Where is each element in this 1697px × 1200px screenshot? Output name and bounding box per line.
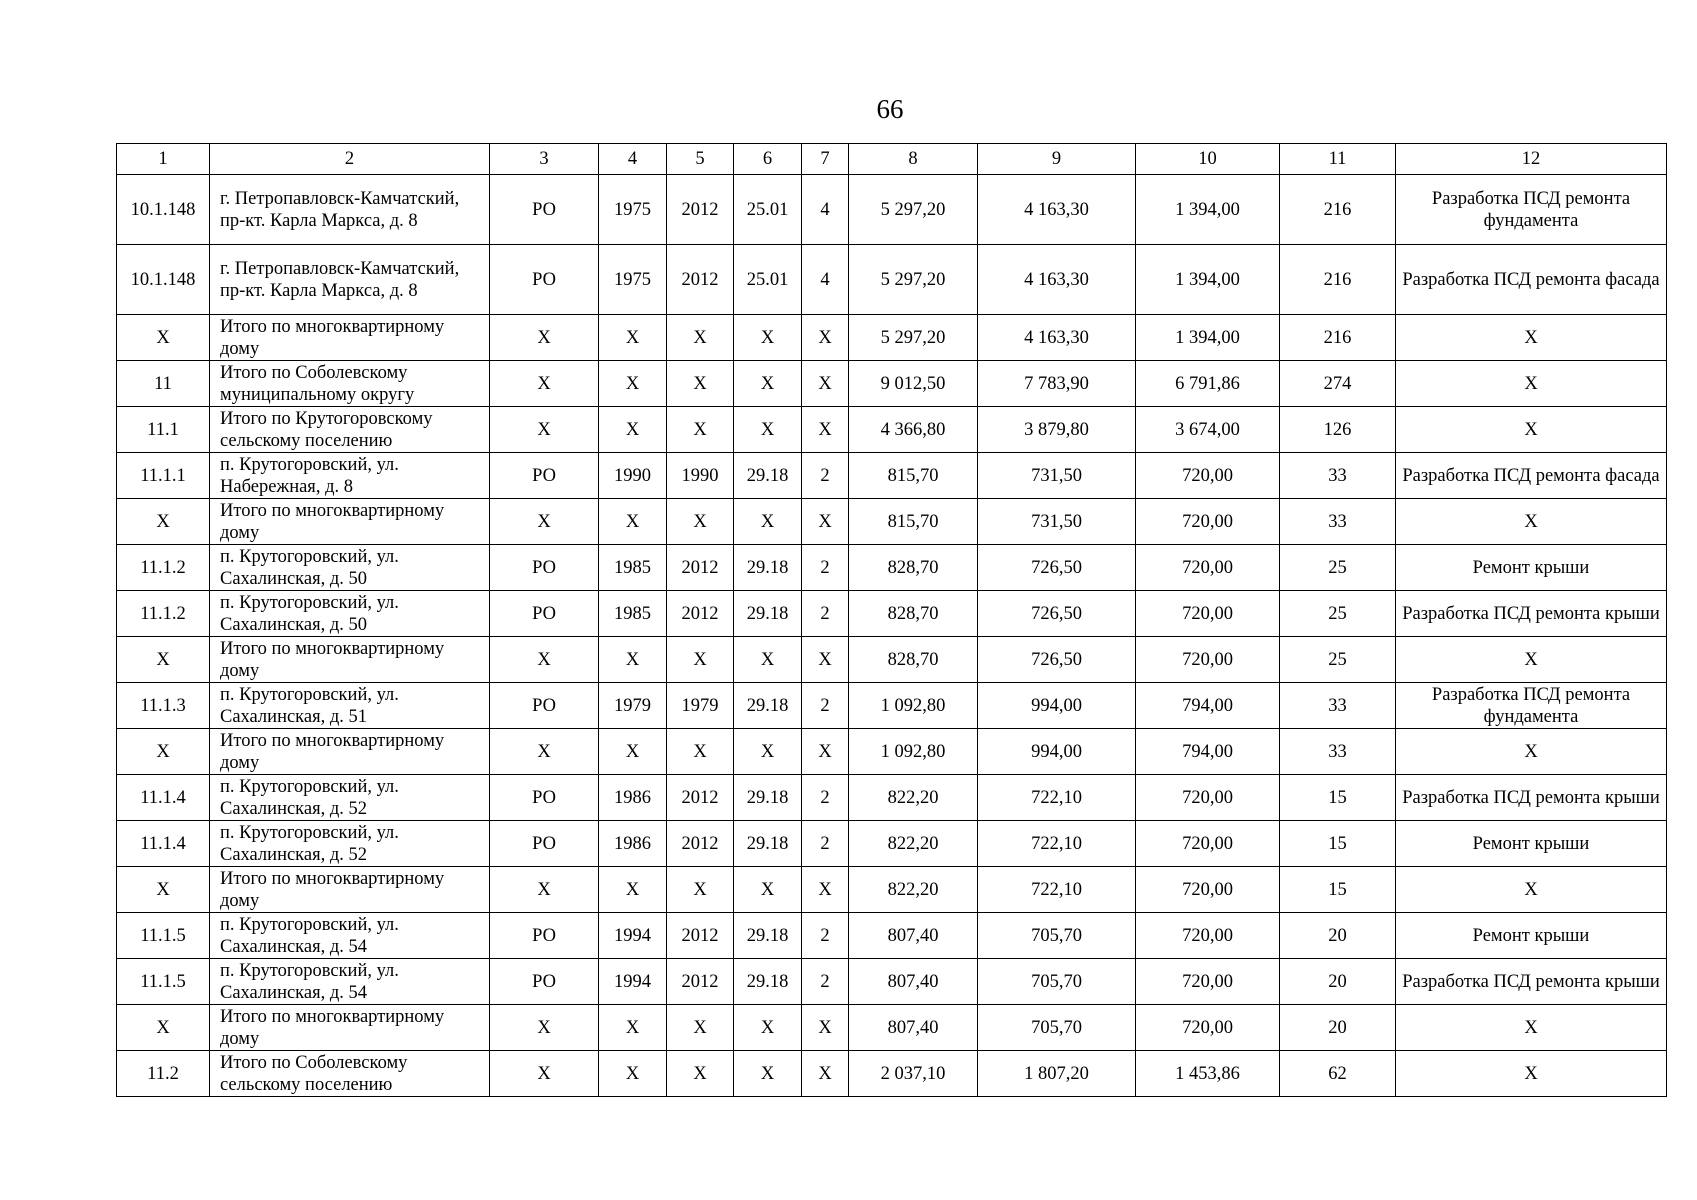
construction-year-cell: Х [599,499,667,545]
privatization-year-cell: 2012 [667,959,734,1005]
address-cell: г. Петропавловск-Камчатский, пр-кт. Карла Маркса, д. 8 [210,245,490,315]
privatization-year-cell: Х [667,499,734,545]
work-type-cell: Ремонт крыши [1396,545,1667,591]
work-type-cell: Разработка ПСД ремонта фундамента [1396,683,1667,729]
address-cell: п. Крутогоровский, ул. Сахалинская, д. 52 [210,821,490,867]
residential-area-cell: 994,00 [978,683,1136,729]
work-type-cell: Х [1396,361,1667,407]
wall-material-cell: 29.18 [734,545,802,591]
page-number: 66 [876,94,904,124]
privatization-year-cell: 2012 [667,245,734,315]
floors-cell: Х [802,637,849,683]
table-row [117,361,1667,407]
address-cell: п. Крутогоровский, ул. Сахалинская, д. 50 [210,545,490,591]
residents-cell: 216 [1280,245,1396,315]
construction-year-cell: Х [599,315,667,361]
residential-area-cell: 722,10 [978,821,1136,867]
work-type-cell: Х [1396,407,1667,453]
wall-material-cell: Х [734,1005,802,1051]
total-area-cell: 807,40 [849,1005,978,1051]
privatization-year-cell: 2012 [667,591,734,637]
floors-cell: Х [802,729,849,775]
residential-area-cell: 722,10 [978,775,1136,821]
construction-year-cell: 1975 [599,175,667,245]
header-cell: 12 [1396,144,1667,175]
ownership-cell: РО [490,821,599,867]
living-area-cell: 720,00 [1136,913,1280,959]
work-type-cell: Разработка ПСД ремонта крыши [1396,591,1667,637]
residents-cell: 15 [1280,775,1396,821]
privatization-year-cell: Х [667,729,734,775]
living-area-cell: 1 453,86 [1136,1051,1280,1097]
work-type-cell: Х [1396,1005,1667,1051]
construction-year-cell: 1994 [599,959,667,1005]
address-cell: Итого по многоквартирному дому [210,499,490,545]
row-number-cell: Х [117,729,210,775]
work-type-cell: Разработка ПСД ремонта фасада [1396,453,1667,499]
residents-cell: 20 [1280,1005,1396,1051]
wall-material-cell: 25.01 [734,245,802,315]
residents-cell: 20 [1280,959,1396,1005]
living-area-cell: 720,00 [1136,499,1280,545]
construction-year-cell: 1986 [599,821,667,867]
living-area-cell: 720,00 [1136,775,1280,821]
address-cell: п. Крутогоровский, ул. Сахалинская, д. 54 [210,959,490,1005]
residential-area-cell: 4 163,30 [978,315,1136,361]
construction-year-cell: Х [599,867,667,913]
total-area-cell: 815,70 [849,499,978,545]
residents-cell: 33 [1280,453,1396,499]
floors-cell: Х [802,499,849,545]
ownership-cell: Х [490,1051,599,1097]
wall-material-cell: Х [734,1051,802,1097]
construction-year-cell: Х [599,361,667,407]
work-type-cell: Разработка ПСД ремонта фундамента [1396,175,1667,245]
floors-cell: 2 [802,959,849,1005]
total-area-cell: 5 297,20 [849,245,978,315]
residents-cell: 25 [1280,637,1396,683]
row-number-cell: 11.1.1 [117,453,210,499]
table-row [117,959,1667,1005]
total-area-cell: 828,70 [849,591,978,637]
residents-cell: 62 [1280,1051,1396,1097]
construction-year-cell: 1986 [599,775,667,821]
total-area-cell: 807,40 [849,913,978,959]
residential-area-cell: 705,70 [978,1005,1136,1051]
privatization-year-cell: 1990 [667,453,734,499]
table-row [117,1005,1667,1051]
floors-cell: 2 [802,913,849,959]
residents-cell: 20 [1280,913,1396,959]
ownership-cell: РО [490,683,599,729]
construction-year-cell: 1985 [599,591,667,637]
ownership-cell: Х [490,637,599,683]
construction-year-cell: 1975 [599,245,667,315]
privatization-year-cell: 2012 [667,913,734,959]
total-area-cell: 4 366,80 [849,407,978,453]
privatization-year-cell: Х [667,361,734,407]
row-number-cell: 10.1.148 [117,175,210,245]
work-type-cell: Разработка ПСД ремонта крыши [1396,775,1667,821]
privatization-year-cell: Х [667,1051,734,1097]
residents-cell: 33 [1280,499,1396,545]
row-number-cell: 11 [117,361,210,407]
table-row [117,1051,1667,1097]
living-area-cell: 3 674,00 [1136,407,1280,453]
row-number-cell: 11.1.2 [117,591,210,637]
ownership-cell: Х [490,499,599,545]
header-cell: 8 [849,144,978,175]
wall-material-cell: 29.18 [734,821,802,867]
total-area-cell: 1 092,80 [849,729,978,775]
header-cell: 2 [210,144,490,175]
ownership-cell: РО [490,959,599,1005]
table-row [117,591,1667,637]
work-type-cell: Ремонт крыши [1396,913,1667,959]
residential-area-cell: 726,50 [978,637,1136,683]
work-type-cell: Х [1396,315,1667,361]
floors-cell: 2 [802,683,849,729]
floors-cell: Х [802,361,849,407]
privatization-year-cell: 2012 [667,175,734,245]
privatization-year-cell: Х [667,637,734,683]
floors-cell: 2 [802,453,849,499]
residential-area-cell: 4 163,30 [978,175,1136,245]
residents-cell: 25 [1280,545,1396,591]
table-row [117,315,1667,361]
wall-material-cell: 29.18 [734,775,802,821]
address-cell: Итого по Соболевскому сельскому поселению [210,1051,490,1097]
construction-year-cell: Х [599,1051,667,1097]
wall-material-cell: Х [734,361,802,407]
total-area-cell: 5 297,20 [849,315,978,361]
header-cell: 5 [667,144,734,175]
residential-area-cell: 3 879,80 [978,407,1136,453]
address-cell: п. Крутогоровский, ул. Сахалинская, д. 51 [210,683,490,729]
construction-year-cell: 1985 [599,545,667,591]
ownership-cell: Х [490,867,599,913]
total-area-cell: 9 012,50 [849,361,978,407]
residential-area-cell: 731,50 [978,453,1136,499]
floors-cell: 2 [802,821,849,867]
floors-cell: Х [802,1005,849,1051]
residents-cell: 15 [1280,867,1396,913]
table-body [117,144,1667,1097]
wall-material-cell: 29.18 [734,453,802,499]
wall-material-cell: 29.18 [734,591,802,637]
work-type-cell: Разработка ПСД ремонта крыши [1396,959,1667,1005]
privatization-year-cell: 2012 [667,545,734,591]
address-cell: Итого по многоквартирному дому [210,1005,490,1051]
total-area-cell: 815,70 [849,453,978,499]
table-row [117,545,1667,591]
header-cell: 11 [1280,144,1396,175]
construction-year-cell: Х [599,407,667,453]
living-area-cell: 720,00 [1136,591,1280,637]
wall-material-cell: Х [734,729,802,775]
residential-area-cell: 731,50 [978,499,1136,545]
table-row [117,499,1667,545]
residents-cell: 274 [1280,361,1396,407]
residents-cell: 216 [1280,315,1396,361]
living-area-cell: 1 394,00 [1136,175,1280,245]
header-cell: 3 [490,144,599,175]
floors-cell: 2 [802,775,849,821]
privatization-year-cell: Х [667,407,734,453]
residents-cell: 126 [1280,407,1396,453]
row-number-cell: 11.1 [117,407,210,453]
table-row [117,245,1667,315]
ownership-cell: Х [490,1005,599,1051]
ownership-cell: Х [490,361,599,407]
floors-cell: 4 [802,175,849,245]
living-area-cell: 720,00 [1136,453,1280,499]
header-cell: 10 [1136,144,1280,175]
table-row [117,453,1667,499]
floors-cell: Х [802,867,849,913]
wall-material-cell: 29.18 [734,959,802,1005]
work-type-cell: Разработка ПСД ремонта фасада [1396,245,1667,315]
work-type-cell: Х [1396,867,1667,913]
header-row [117,144,1667,175]
wall-material-cell: Х [734,637,802,683]
work-type-cell: Х [1396,637,1667,683]
residential-area-cell: 7 783,90 [978,361,1136,407]
address-cell: Итого по многоквартирному дому [210,315,490,361]
address-cell: г. Петропавловск-Камчатский, пр-кт. Карла Маркса, д. 8 [210,175,490,245]
total-area-cell: 822,20 [849,821,978,867]
wall-material-cell: Х [734,315,802,361]
residential-area-cell: 4 163,30 [978,245,1136,315]
living-area-cell: 720,00 [1136,821,1280,867]
floors-cell: Х [802,1051,849,1097]
row-number-cell: 11.2 [117,1051,210,1097]
row-number-cell: Х [117,867,210,913]
residents-cell: 216 [1280,175,1396,245]
residents-cell: 15 [1280,821,1396,867]
ownership-cell: РО [490,245,599,315]
living-area-cell: 720,00 [1136,637,1280,683]
table-row [117,729,1667,775]
total-area-cell: 1 092,80 [849,683,978,729]
table-row [117,683,1667,729]
living-area-cell: 794,00 [1136,683,1280,729]
floors-cell: Х [802,407,849,453]
table-row [117,913,1667,959]
header-cell: 6 [734,144,802,175]
work-type-cell: Х [1396,1051,1667,1097]
residential-area-cell: 1 807,20 [978,1051,1136,1097]
residential-area-cell: 722,10 [978,867,1136,913]
ownership-cell: Х [490,407,599,453]
wall-material-cell: 25.01 [734,175,802,245]
wall-material-cell: 29.18 [734,913,802,959]
privatization-year-cell: 2012 [667,821,734,867]
living-area-cell: 720,00 [1136,1005,1280,1051]
floors-cell: Х [802,315,849,361]
ownership-cell: РО [490,453,599,499]
total-area-cell: 828,70 [849,545,978,591]
row-number-cell: 11.1.2 [117,545,210,591]
ownership-cell: РО [490,775,599,821]
residential-area-cell: 726,50 [978,545,1136,591]
living-area-cell: 720,00 [1136,867,1280,913]
wall-material-cell: Х [734,867,802,913]
wall-material-cell: Х [734,499,802,545]
total-area-cell: 822,20 [849,867,978,913]
table-row [117,821,1667,867]
floors-cell: 4 [802,245,849,315]
residential-area-cell: 705,70 [978,959,1136,1005]
total-area-cell: 807,40 [849,959,978,1005]
header-cell: 7 [802,144,849,175]
ownership-cell: РО [490,175,599,245]
row-number-cell: 11.1.4 [117,821,210,867]
address-cell: Итого по многоквартирному дому [210,637,490,683]
work-type-cell: Х [1396,499,1667,545]
living-area-cell: 720,00 [1136,545,1280,591]
address-cell: Итого по многоквартирному дому [210,729,490,775]
address-cell: п. Крутогоровский, ул. Набережная, д. 8 [210,453,490,499]
row-number-cell: Х [117,499,210,545]
row-number-cell: Х [117,315,210,361]
living-area-cell: 720,00 [1136,959,1280,1005]
privatization-year-cell: Х [667,1005,734,1051]
residential-area-cell: 705,70 [978,913,1136,959]
header-cell: 1 [117,144,210,175]
address-cell: Итого по Крутогоровскому сельскому поселению [210,407,490,453]
floors-cell: 2 [802,545,849,591]
address-cell: Итого по Соболевскому муниципальному округу [210,361,490,407]
work-type-cell: Х [1396,729,1667,775]
table-row [117,867,1667,913]
ownership-cell: РО [490,545,599,591]
residents-cell: 25 [1280,591,1396,637]
construction-year-cell: 1994 [599,913,667,959]
construction-year-cell: Х [599,637,667,683]
privatization-year-cell: Х [667,315,734,361]
table-row [117,407,1667,453]
total-area-cell: 822,20 [849,775,978,821]
ownership-cell: РО [490,913,599,959]
living-area-cell: 6 791,86 [1136,361,1280,407]
work-type-cell: Ремонт крыши [1396,821,1667,867]
table-row [117,775,1667,821]
residential-area-cell: 994,00 [978,729,1136,775]
row-number-cell: 11.1.4 [117,775,210,821]
privatization-year-cell: 1979 [667,683,734,729]
residential-area-cell: 726,50 [978,591,1136,637]
living-area-cell: 1 394,00 [1136,315,1280,361]
table-row [117,175,1667,245]
privatization-year-cell: Х [667,867,734,913]
table-row [117,637,1667,683]
total-area-cell: 5 297,20 [849,175,978,245]
header-cell: 4 [599,144,667,175]
construction-year-cell: 1979 [599,683,667,729]
address-cell: п. Крутогоровский, ул. Сахалинская, д. 54 [210,913,490,959]
wall-material-cell: 29.18 [734,683,802,729]
total-area-cell: 2 037,10 [849,1051,978,1097]
construction-year-cell: 1990 [599,453,667,499]
wall-material-cell: Х [734,407,802,453]
header-cell: 9 [978,144,1136,175]
residents-cell: 33 [1280,729,1396,775]
address-cell: п. Крутогоровский, ул. Сахалинская, д. 52 [210,775,490,821]
construction-year-cell: Х [599,1005,667,1051]
address-cell: п. Крутогоровский, ул. Сахалинская, д. 50 [210,591,490,637]
living-area-cell: 1 394,00 [1136,245,1280,315]
residents-cell: 33 [1280,683,1396,729]
registry-table [116,143,1667,1097]
row-number-cell: Х [117,637,210,683]
row-number-cell: 11.1.5 [117,913,210,959]
ownership-cell: Х [490,315,599,361]
row-number-cell: Х [117,1005,210,1051]
floors-cell: 2 [802,591,849,637]
total-area-cell: 828,70 [849,637,978,683]
living-area-cell: 794,00 [1136,729,1280,775]
address-cell: Итого по многоквартирному дому [210,867,490,913]
row-number-cell: 11.1.5 [117,959,210,1005]
construction-year-cell: Х [599,729,667,775]
privatization-year-cell: 2012 [667,775,734,821]
row-number-cell: 11.1.3 [117,683,210,729]
ownership-cell: Х [490,729,599,775]
ownership-cell: РО [490,591,599,637]
row-number-cell: 10.1.148 [117,245,210,315]
